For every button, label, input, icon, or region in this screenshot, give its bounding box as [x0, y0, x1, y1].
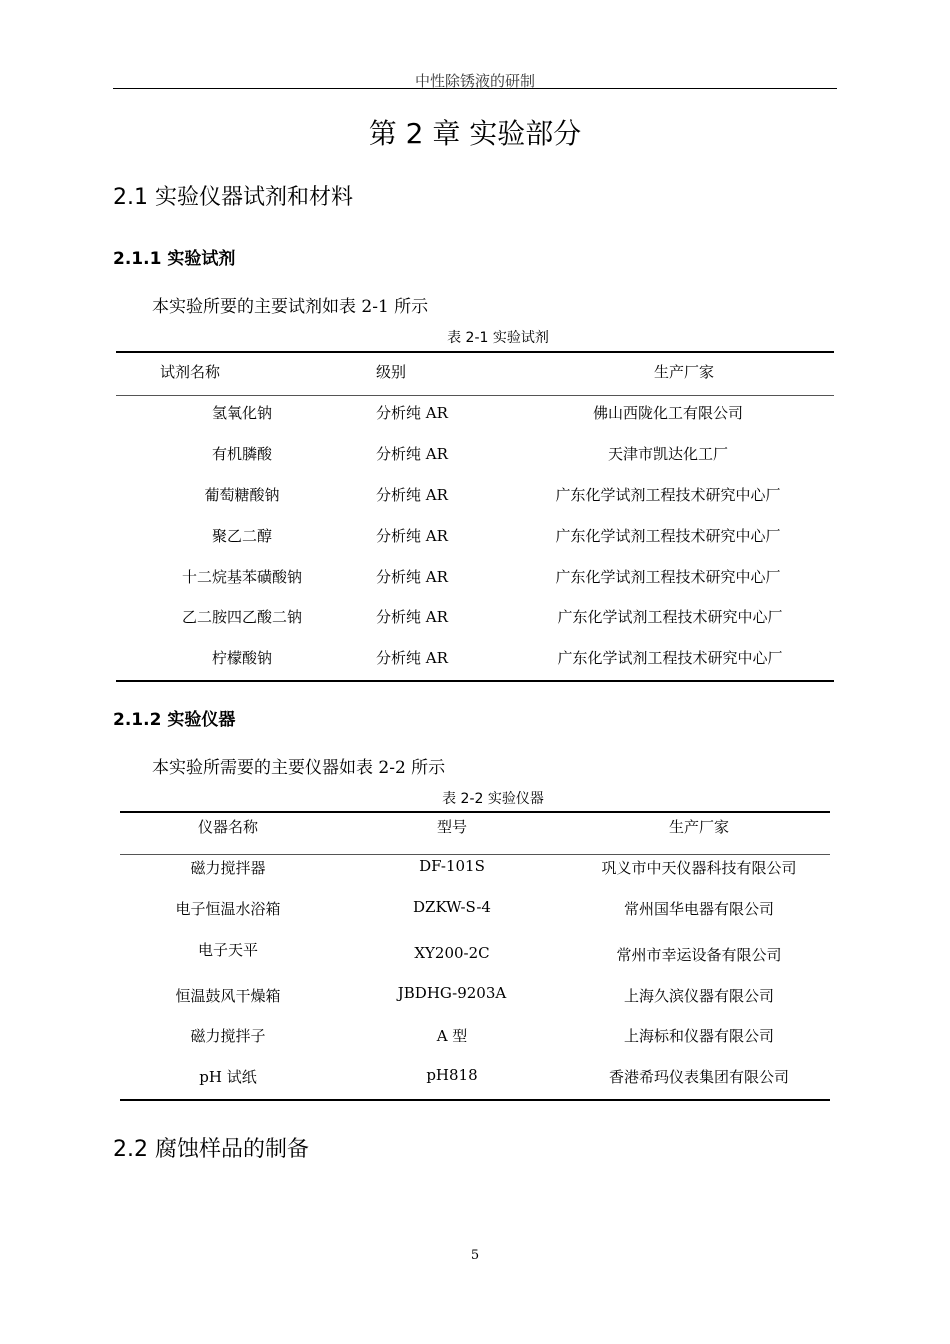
table1-cell-maker: 广东化学试剂工程技术研究中心厂	[555, 486, 781, 504]
table2-cell-model: A 型	[436, 1027, 468, 1045]
table2-cell-name: 磁力搅拌器	[190, 859, 266, 877]
table2-header-maker: 生产厂家	[668, 818, 729, 836]
table2-cell-name: 电子恒温水浴箱	[175, 900, 281, 918]
table1-cell-grade: 分析纯 AR	[376, 445, 448, 463]
table1-cell-name: 乙二胺四乙酸二钠	[181, 608, 302, 626]
table1-header-grade: 级别	[376, 363, 407, 381]
table2-cell-maker: 巩义市中天仪器科技有限公司	[601, 859, 797, 877]
table2-cell-model: DZKW-S-4	[413, 898, 491, 916]
table1-cell-grade: 分析纯 AR	[376, 568, 448, 586]
header-rule	[113, 88, 837, 89]
section-title-2-1: 2.1 实验仪器试剂和材料	[113, 185, 353, 210]
table2-cell-model: XY200-2C	[414, 944, 490, 962]
table1-cell-maker: 天津市凯达化工厂	[607, 445, 728, 463]
table2-cell-model: JBDHG-9203A	[397, 984, 507, 1002]
table2-bottom-rule	[120, 1099, 830, 1101]
table2-cell-name: 磁力搅拌子	[190, 1027, 266, 1045]
table1-cell-name: 柠檬酸钠	[211, 649, 272, 667]
table1-cell-grade: 分析纯 AR	[376, 608, 448, 626]
section-title-2-2: 2.2 腐蚀样品的制备	[113, 1137, 309, 1162]
subsection-title-2-1-2: 2.1.2 实验仪器	[113, 710, 236, 730]
table2-cell-model: pH818	[426, 1066, 478, 1084]
subsection-title-2-1-1: 2.1.1 实验试剂	[113, 249, 236, 269]
table2-cell-maker: 上海久滨仪器有限公司	[623, 987, 774, 1005]
table2-header-name: 仪器名称	[197, 818, 258, 836]
table1-bottom-rule	[116, 680, 834, 682]
table2-caption: 表 2-2 实验仪器	[442, 791, 544, 807]
table1-top-rule	[116, 351, 834, 353]
chapter-title: 第 2 章 实验部分	[368, 117, 582, 150]
table1-cell-name: 十二烷基苯磺酸钠	[181, 568, 302, 586]
table2-cell-maker: 香港希玛仪表集团有限公司	[608, 1068, 789, 1086]
paragraph-instruments: 本实验所需要的主要仪器如表 2-2 所示	[152, 758, 446, 778]
table1-caption: 表 2-1 实验试剂	[447, 330, 549, 346]
table1-cell-grade: 分析纯 AR	[376, 404, 448, 422]
table1-header-rule	[116, 395, 834, 396]
table1-cell-name: 葡萄糖酸钠	[204, 486, 280, 504]
table1-cell-grade: 分析纯 AR	[376, 486, 448, 504]
table1-cell-grade: 分析纯 AR	[376, 527, 448, 545]
table2-cell-name: 电子天平	[197, 941, 258, 959]
table1-cell-maker: 广东化学试剂工程技术研究中心厂	[557, 608, 783, 626]
table1-header-maker: 生产厂家	[653, 363, 714, 381]
table2-header-rule	[120, 854, 830, 855]
table1-header-name: 试剂名称	[160, 363, 221, 381]
table1-cell-maker: 广东化学试剂工程技术研究中心厂	[555, 527, 781, 545]
table2-cell-model: DF-101S	[419, 857, 485, 875]
table1-cell-maker: 佛山西陇化工有限公司	[592, 404, 743, 422]
table1-cell-name: 氢氧化钠	[211, 404, 272, 422]
table1-cell-name: 有机膦酸	[211, 445, 272, 463]
table2-cell-maker: 上海标和仪器有限公司	[623, 1027, 774, 1045]
table2-cell-name: 恒温鼓风干燥箱	[175, 987, 281, 1005]
table1-cell-maker: 广东化学试剂工程技术研究中心厂	[557, 649, 783, 667]
table1-cell-maker: 广东化学试剂工程技术研究中心厂	[555, 568, 781, 586]
paragraph-reagents: 本实验所要的主要试剂如表 2-1 所示	[152, 297, 429, 317]
table2-cell-name: pH 试纸	[199, 1068, 257, 1086]
table1-cell-grade: 分析纯 AR	[376, 649, 448, 667]
table2-cell-maker: 常州国华电器有限公司	[623, 900, 774, 918]
running-header: 中性除锈液的研制	[414, 72, 535, 90]
table2-cell-maker: 常州市幸运设备有限公司	[616, 946, 782, 964]
table2-top-rule	[120, 811, 830, 813]
table2-header-model: 型号	[436, 818, 467, 836]
page-number: 5	[470, 1248, 480, 1263]
table1-cell-name: 聚乙二醇	[211, 527, 272, 545]
